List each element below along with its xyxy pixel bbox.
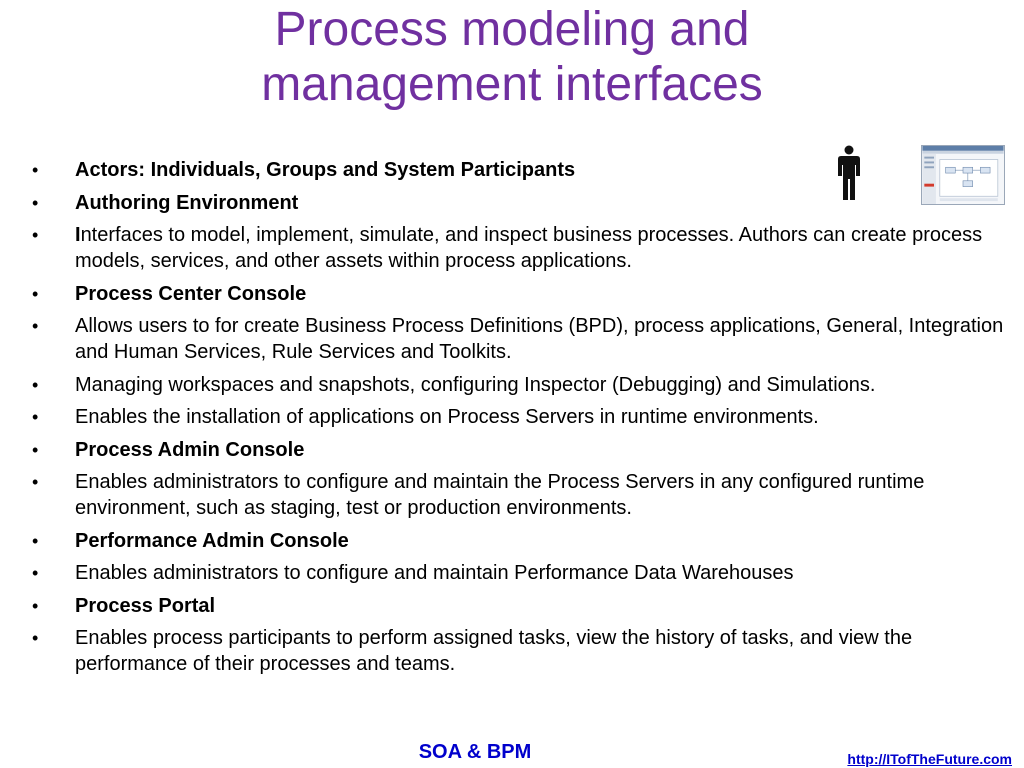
- footer-soa-bpm-link-wrap: [0, 741, 950, 764]
- bullet-text: Enables administrators to configure and maintain the Process Servers in any configured runtime environment, such as staging, test or production environments.: [75, 471, 925, 519]
- bullet-item: [30, 437, 1005, 463]
- bullet-item: [30, 313, 1005, 365]
- bullet-item: [30, 372, 1005, 398]
- bullet-text: Process Admin Console: [75, 438, 305, 461]
- bullet-item: [30, 560, 1005, 586]
- title-line-2: management interfaces: [261, 58, 763, 111]
- bullet-marker: •: [32, 407, 39, 427]
- bullet-item: [30, 157, 1005, 183]
- bullet-marker: •: [32, 160, 39, 180]
- bullet-marker: •: [32, 530, 39, 551]
- bullet-marker: •: [32, 374, 39, 395]
- bullet-text: Process Center Console: [75, 282, 307, 305]
- itofthefuture-link[interactable]: http://ITofTheFuture.com: [847, 751, 1012, 767]
- bullet-list: [30, 157, 1005, 684]
- bullet-text: Actors: Individuals, Groups and System Participants: [75, 159, 576, 181]
- bullet-text: Process Portal: [75, 594, 216, 617]
- bullet-marker: •: [32, 316, 39, 336]
- bullet-marker: •: [32, 192, 39, 213]
- bullet-item: [30, 625, 1005, 677]
- bullet-text: Enables process participants to perform assigned tasks, view the history of tasks, and view the performance of their processes and teams.: [75, 627, 913, 675]
- bullet-marker: •: [32, 283, 39, 304]
- bullet-item: [30, 281, 1005, 307]
- bullet-marker: •: [32, 563, 39, 583]
- bullet-text: Enables administrators to configure and maintain Performance Data Warehouses: [75, 562, 794, 584]
- bullet-item: [30, 528, 1005, 554]
- bullet-item: [30, 593, 1005, 619]
- title-line-1: Process modeling and: [274, 3, 750, 56]
- bullet-marker: •: [32, 472, 39, 492]
- bullet-item: [30, 222, 1005, 274]
- bullet-marker: •: [32, 628, 39, 648]
- bullet-text: Allows users to for create Business Process Definitions (BPD), process applications, General, Integration and Human Services, Rule Services and Toolkits.: [75, 315, 1004, 363]
- bullet-item: [30, 404, 1005, 430]
- bullet-text: Enables the installation of applications on Process Servers in runtime environments.: [75, 406, 819, 428]
- bullet-marker: •: [32, 225, 39, 245]
- bullet-text: Performance Admin Console: [75, 529, 349, 552]
- slide-title: [0, 2, 1024, 112]
- bullet-marker: •: [32, 595, 39, 616]
- bullet-text: Authoring Environment: [75, 191, 299, 214]
- bullet-lead-letter: I: [75, 224, 81, 246]
- soa-bpm-link[interactable]: SOA & BPM: [418, 741, 532, 763]
- bullet-item: [30, 190, 1005, 216]
- bullet-text: Managing workspaces and snapshots, configuring Inspector (Debugging) and Simulations.: [75, 373, 876, 396]
- bullet-marker: •: [32, 439, 39, 460]
- bullet-text: nterfaces to model, implement, simulate, and inspect business processes. Authors can create process models, services, and other assets within process applications.: [75, 224, 983, 272]
- bullet-item: [30, 469, 1005, 521]
